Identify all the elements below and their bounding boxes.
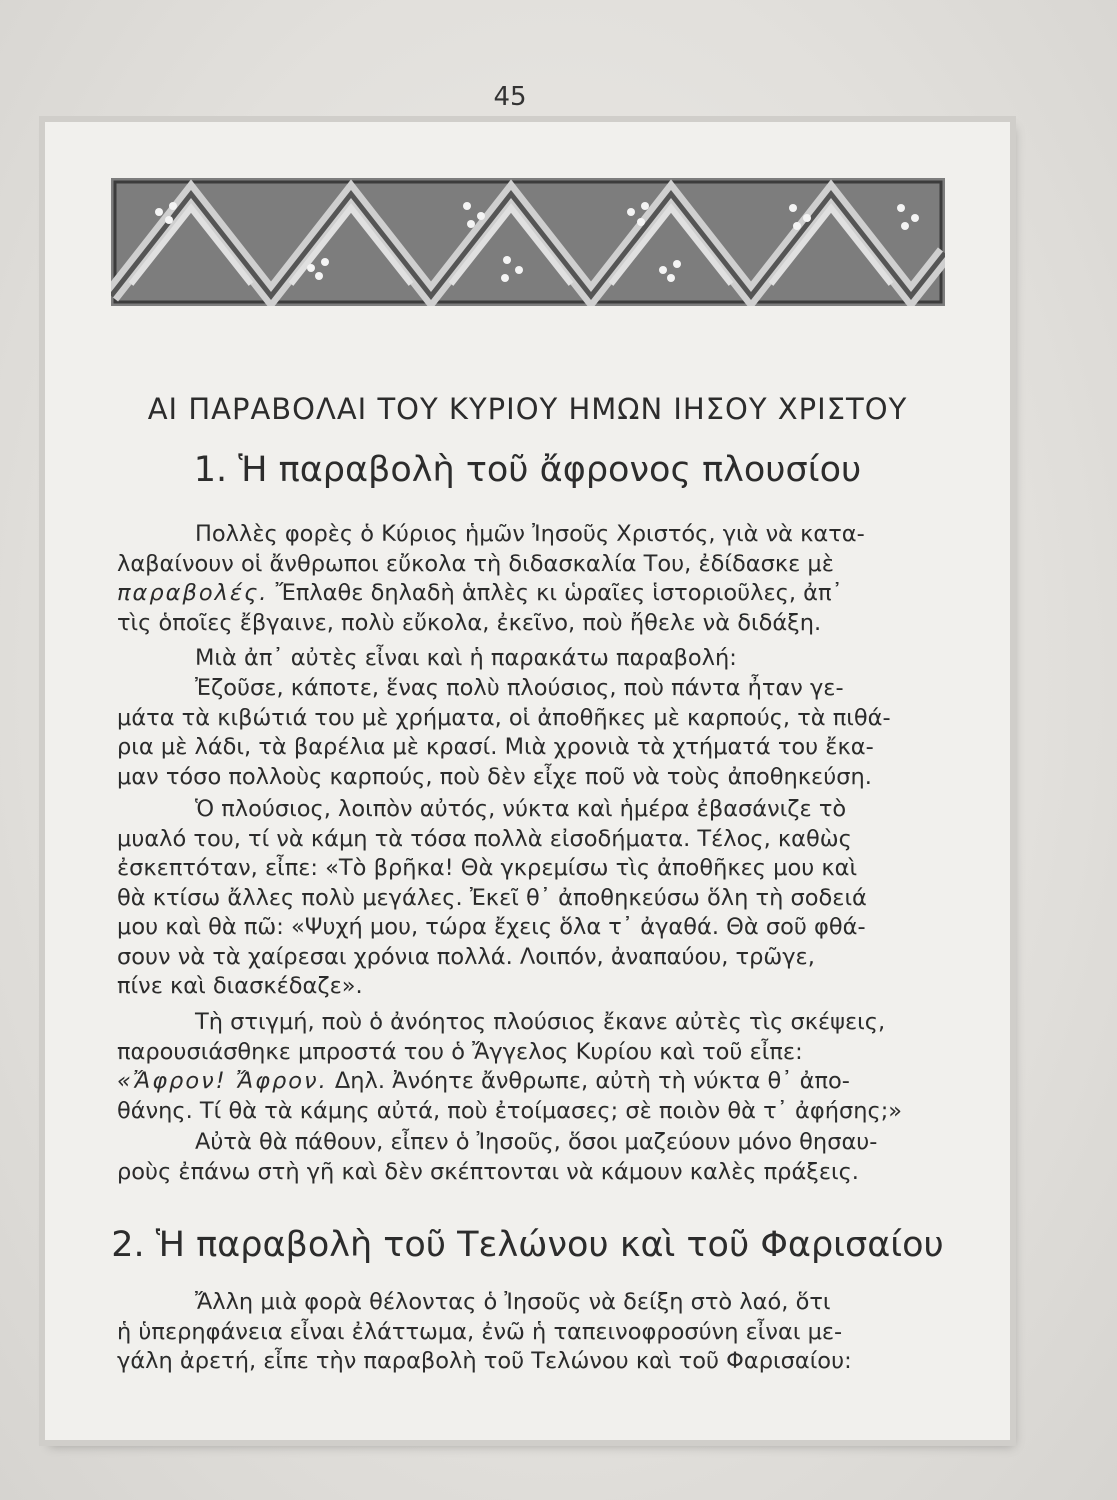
text-line: ἡ ὑπερηφάνεια εἶναι ἐλάττωμα, ἐνῶ ἡ ταπεινοφροσύνη εἶναι με- xyxy=(117,1318,843,1345)
book-page xyxy=(45,122,1010,1440)
text-line: ἐσκεπτόταν, εἶπε: «Τὸ βρῆκα! Θὰ γκρεμίσω τὶς ἀποθῆκες μου καὶ xyxy=(117,855,858,881)
text-line-rest: Δηλ. Ἀνόητε ἄνθρωπε, αὐτὴ τὴ νύκτα θ᾽ ἀπο- xyxy=(327,1068,850,1094)
text-line: σουν νὰ τὰ χαίρεσαι χρόνια πολλά. Λοιπόν, ἀναπαύου, τρῶγε, xyxy=(117,943,815,970)
text-line: παρουσιάσθηκε μπροστά του ὁ Ἄγγελος Κυρίου καὶ τοῦ εἶπε: xyxy=(117,1038,803,1065)
text-line: Πολλὲς φορὲς ὁ Κύριος ἡμῶν Ἰησοῦς Χριστός, γιὰ νὰ κατα- xyxy=(195,521,865,547)
paragraph xyxy=(117,520,957,638)
text-line: λαβαίνουν οἱ ἄνθρωποι εὔκολα τὴ διδασκαλία Του, ἐδίδασκε μὲ xyxy=(117,550,834,577)
paragraph xyxy=(117,795,957,1002)
paragraph xyxy=(117,1008,957,1126)
text-line: Μιὰ ἀπ᾽ αὐτὲς εἶναι καὶ ἡ παρακάτω παραβολή: xyxy=(195,645,737,671)
paragraph xyxy=(117,1128,957,1187)
paragraph xyxy=(117,1288,957,1377)
decorative-zigzag-border xyxy=(111,178,945,306)
text-line: μου καὶ θὰ πῶ: «Ψυχή μου, τώρα ἔχεις ὅλα τ᾽ ἀγαθά. Θὰ σοῦ φθά- xyxy=(117,914,866,940)
text-line xyxy=(117,1067,957,1097)
text-line: γάλη ἀρετή, εἶπε τὴν παραβολὴ τοῦ Τελώνου καὶ τοῦ Φαρισαίου: xyxy=(117,1348,852,1374)
main-title: ΑΙ ΠΑΡΑΒΟΛΑΙ ΤΟΥ ΚΥΡΙΟΥ ΗΜΩΝ ΙΗΣΟΥ ΧΡΙΣΤΟΥ xyxy=(147,392,908,426)
text-line: μάτα τὰ κιβώτιά του μὲ χρήματα, οἱ ἀποθῆκες μὲ καρπούς, τὰ πιθά- xyxy=(117,704,891,731)
text-line: Τὴ στιγμή, ποὺ ὁ ἀνόητος πλούσιος ἔκανε αὐτὲς τὶς σκέψεις, xyxy=(195,1009,886,1035)
paragraph xyxy=(117,674,957,792)
text-line: Ἐζοῦσε, κάποτε, ἕνας πολὺ πλούσιος, ποὺ πάντα ἦταν γε- xyxy=(195,675,844,701)
text-line: θάνης. Τί θὰ τὰ κάμης αὐτά, ποὺ ἐτοίμασες; σὲ ποιὸν θὰ τ᾽ ἀφήσης;» xyxy=(117,1097,903,1124)
text-line: μαν τόσο πολλοὺς καρπούς, ποὺ δὲν εἶχε ποῦ νὰ τοὺς ἀποθηκεύση. xyxy=(117,763,872,790)
text-line: Αὐτὰ θὰ πάθουν, εἶπεν ὁ Ἰησοῦς, ὅσοι μαζεύουν μόνο θησαυ- xyxy=(195,1129,878,1155)
paragraph xyxy=(117,644,957,674)
text-line: ρια μὲ λάδι, τὰ βαρέλια μὲ κρασί. Μιὰ χρονιὰ τὰ χτήματά του ἔκα- xyxy=(117,734,874,760)
text-line: μυαλό του, τί νὰ κάμη τὰ τόσα πολλὰ εἰσοδήματα. Τέλος, καθὼς xyxy=(117,825,852,852)
text-line: Ὁ πλούσιος, λοιπὸν αὐτός, νύκτα καὶ ἡμέρα ἐβασάνιζε τὸ xyxy=(195,796,847,822)
text-line: Ἄλλη μιὰ φορὰ θέλοντας ὁ Ἰησοῦς νὰ δείξη στὸ λαό, ὅτι xyxy=(195,1289,831,1315)
text-line: θὰ κτίσω ἄλλες πολὺ μεγάλες. Ἐκεῖ θ᾽ ἀποθηκεύσω ὅλη τὴ σοδειά xyxy=(117,884,867,911)
emphasized-word: «Ἄφρον! Ἄφρον. xyxy=(117,1068,328,1094)
emphasized-word: παραβολές. xyxy=(117,580,269,606)
text-line: τὶς ὁποῖες ἔβγαινε, πολὺ εὔκολα, ἐκεῖνο, ποὺ ἤθελε νὰ διδάξη. xyxy=(117,609,822,636)
text-line: πίνε καὶ διασκέδαζε». xyxy=(117,973,363,999)
section-2-title: 2. Ἡ παραβολὴ τοῦ Τελώνου καὶ τοῦ Φαρισαίου xyxy=(111,1225,944,1265)
text-line-rest: Ἔπλαθε δηλαδὴ ἁπλὲς κι ὡραῖες ἱστοριοῦλες, ἀπ᾽ xyxy=(268,580,843,606)
text-line: ροὺς ἐπάνω στὴ γῆ καὶ δὲν σκέπτονται νὰ κάμουν καλὲς πράξεις. xyxy=(117,1158,859,1185)
section-1-title: 1. Ἡ παραβολὴ τοῦ ἄφρονος πλουσίου xyxy=(193,450,862,490)
page-number: 45 xyxy=(493,82,527,112)
text-line xyxy=(117,579,957,609)
